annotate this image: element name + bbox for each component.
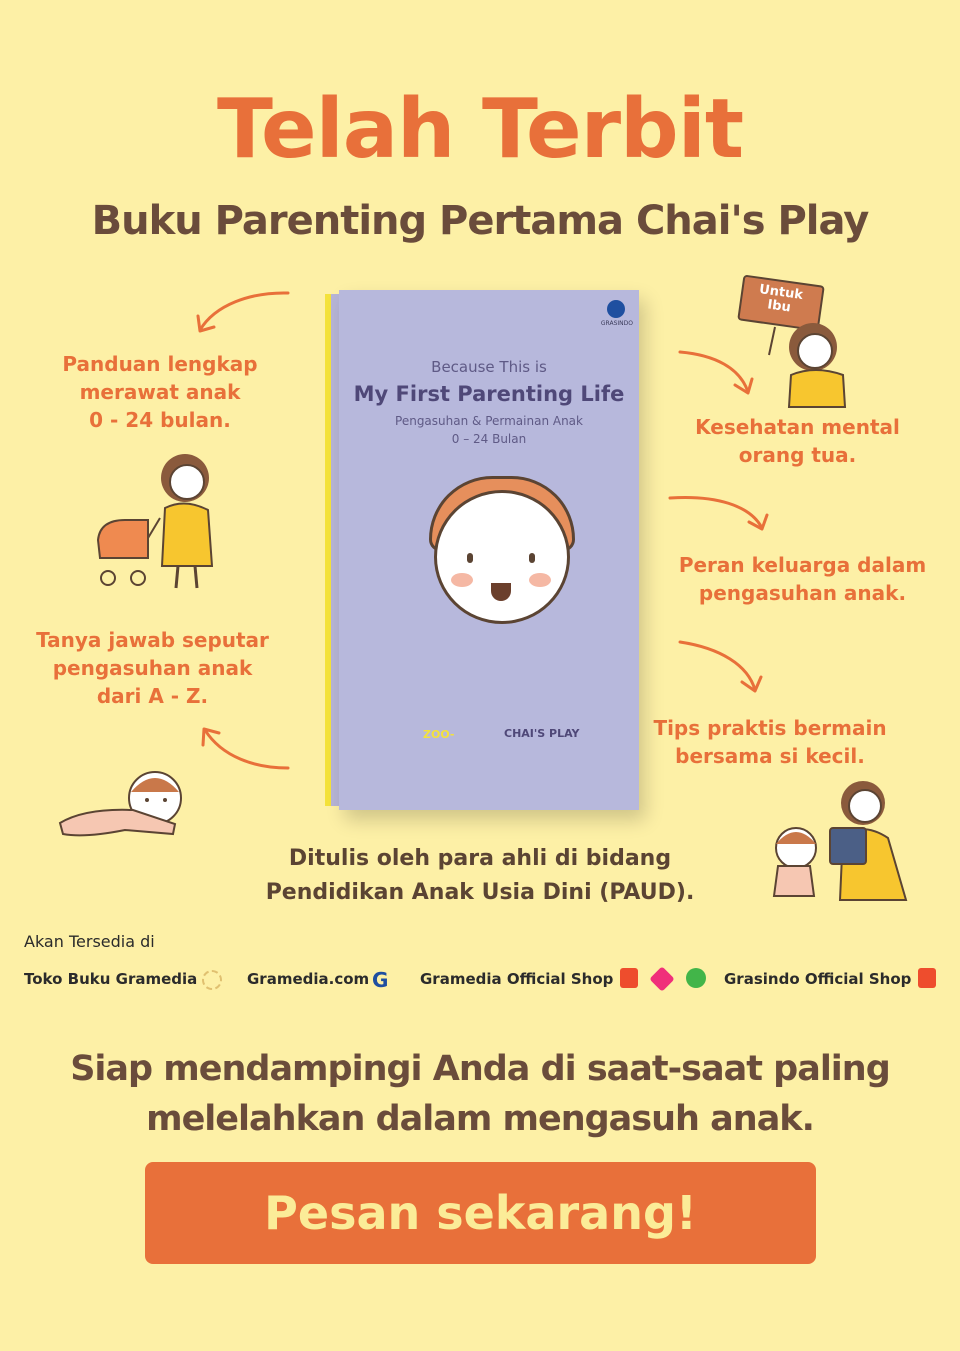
mother-stroller-illustration <box>90 448 230 598</box>
feature-guide-line-2: merawat anak <box>79 380 241 404</box>
book-subtitle-2: 0 – 24 Bulan <box>451 432 527 446</box>
arrow-left-bottom <box>205 730 288 768</box>
author-note-line-1: Ditulis oleh para ahli di bidang <box>288 846 672 871</box>
publisher-logo-icon <box>607 300 625 318</box>
feature-mental-line-1: Kesehatan mental <box>695 415 900 439</box>
shopee-icon <box>918 968 936 988</box>
store-list <box>24 970 944 994</box>
store-toko-buku-gramedia[interactable]: Toko Buku Gramedia <box>24 970 198 988</box>
crawling-baby-illustration <box>55 768 200 843</box>
feature-mental-line-2: orang tua. <box>738 443 857 467</box>
page-title: Telah Terbit <box>216 82 744 177</box>
publisher-name: GRASINDO <box>600 320 633 327</box>
book-brand-zoo: ZOO- <box>423 728 455 741</box>
page-subtitle: Buku Parenting Pertama Chai's Play <box>91 198 869 244</box>
shopee-icon <box>620 968 638 988</box>
feature-family-line-1: Peran keluarga dalam <box>678 553 927 577</box>
book-cover-image <box>325 290 639 812</box>
arrow-right-2 <box>670 497 762 528</box>
book-brand-chais: CHAI'S PLAY <box>504 727 580 740</box>
author-note-line-2: Pendidikan Anak Usia Dini (PAUD). <box>265 880 695 905</box>
tagline-line-2: melelahkan dalam mengasuh anak. <box>146 1099 814 1139</box>
store-gramedia-com[interactable]: Gramedia.com <box>247 970 370 988</box>
feature-play-tips <box>645 714 895 770</box>
feature-family-line-2: pengasuhan anak. <box>698 581 907 605</box>
feature-guide-line-3: 0 - 24 bulan. <box>89 408 231 432</box>
feature-qa <box>20 626 285 710</box>
feature-qa-line-3: dari A - Z. <box>96 684 209 708</box>
book-subtitle-1: Pengasuhan & Permainan Anak <box>395 414 583 428</box>
feature-guide <box>40 350 280 434</box>
feature-family-role <box>670 551 935 607</box>
arrow-left-top <box>200 293 288 330</box>
gramedia-g-icon: G <box>372 968 389 992</box>
feature-qa-line-1: Tanya jawab seputar <box>36 628 269 652</box>
sign-text: Untuk Ibu <box>758 282 804 316</box>
author-note <box>240 842 720 910</box>
tagline-line-1: Siap mendampingi Anda di saat-saat paling <box>70 1049 890 1089</box>
tagline <box>0 1044 960 1144</box>
book-front <box>339 290 639 810</box>
book-small-title: Because This is <box>431 358 547 376</box>
child-face <box>434 490 570 624</box>
feature-mental-health <box>670 413 925 469</box>
gramedia-logo-icon <box>202 970 222 990</box>
store-gramedia-official-shop[interactable]: Gramedia Official Shop <box>420 970 614 988</box>
lazada-icon <box>649 966 674 991</box>
feature-tips-line-2: bersama si kecil. <box>675 744 865 768</box>
feature-tips-line-1: Tips praktis bermain <box>653 716 887 740</box>
availability-label: Akan Tersedia di <box>24 932 155 951</box>
book-title: My First Parenting Life <box>353 382 625 406</box>
order-now-button[interactable]: Pesan sekarang! <box>145 1162 816 1264</box>
tokopedia-icon <box>686 968 706 988</box>
feature-qa-line-2: pengasuhan anak <box>52 656 253 680</box>
feature-guide-line-1: Panduan lengkap <box>62 352 258 376</box>
store-grasindo-official-shop[interactable]: Grasindo Official Shop <box>724 970 912 988</box>
mother-baby-illustration <box>748 778 913 908</box>
